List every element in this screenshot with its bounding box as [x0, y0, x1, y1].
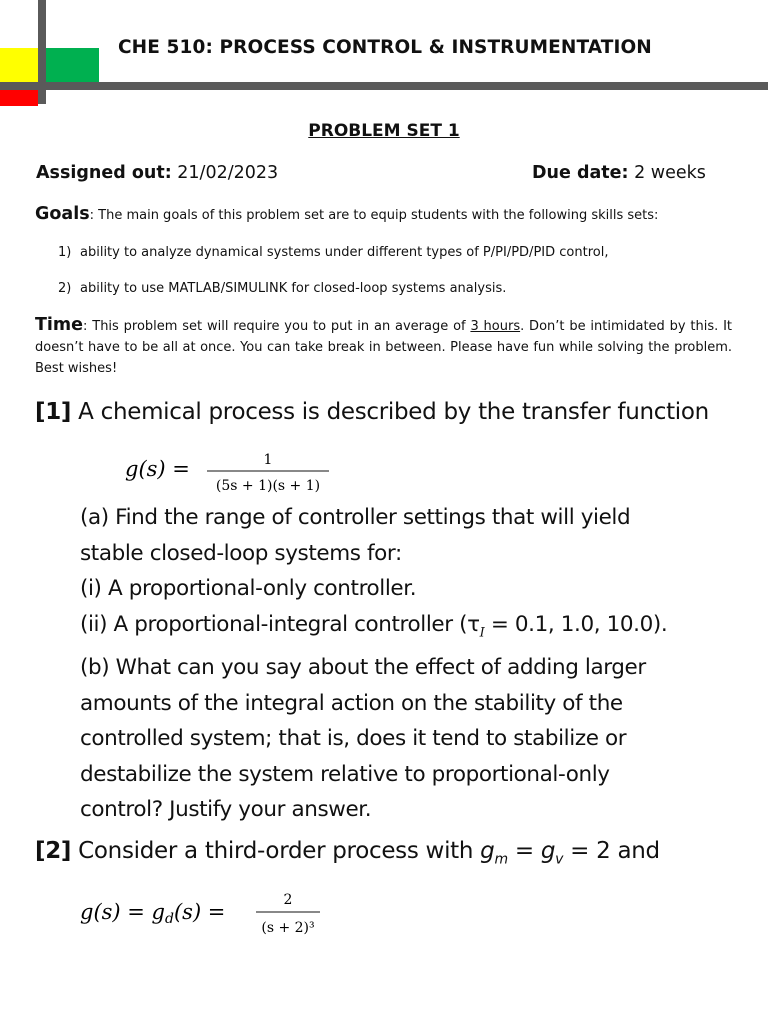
- question-1-line: controlled system; that is, does it tend to stabilize or: [80, 726, 627, 752]
- goal-number: 2): [58, 281, 72, 296]
- question-1-line: control? Justify your answer.: [80, 797, 372, 823]
- green-square-decoration: [46, 48, 99, 82]
- assigned-value: 21/02/2023: [177, 163, 279, 183]
- time-label: Time: [35, 315, 84, 335]
- eq2-numerator: 2: [283, 892, 293, 908]
- question-1-line: amounts of the integral action on the stability of the: [80, 690, 623, 716]
- eq2-lhs: [80, 900, 225, 927]
- question-2-intro-text: Consider a third-order process with: [71, 838, 481, 864]
- eq2-lhs-subscript: d: [165, 911, 174, 927]
- eq1-lhs: g(s) =: [125, 457, 190, 481]
- equals-sign: =: [507, 838, 541, 864]
- gv-symbol: g: [540, 838, 556, 864]
- question-1-body: [80, 500, 750, 828]
- question-1-line-text: (ii) A proportional-integral controller (τ: [80, 611, 480, 637]
- transfer-function-equation-2: [80, 886, 340, 942]
- due-value: 2 weeks: [634, 163, 706, 183]
- goals-label: Goals: [35, 204, 90, 224]
- goal-number: 1): [58, 245, 72, 260]
- course-title: CHE 510: PROCESS CONTROL & INSTRUMENTATION: [118, 37, 652, 58]
- gm-symbol: g: [480, 838, 495, 864]
- question-1-intro-text: A chemical process is described by the transfer function: [71, 399, 709, 425]
- transfer-function-equation-1: [125, 446, 345, 496]
- eq2-lhs-end: (s) =: [173, 900, 226, 924]
- question-1-line: stable closed-loop systems for:: [80, 540, 402, 566]
- red-square-decoration: [0, 90, 38, 106]
- goal-item: [58, 281, 506, 296]
- time-hours: 3 hours: [470, 319, 521, 334]
- eq2-lhs-start: g(s) = g: [80, 900, 165, 924]
- question-1-line: (a) Find the range of controller settings that will yield: [80, 505, 631, 530]
- question-1-intro: [35, 399, 709, 425]
- assigned-date: [36, 163, 278, 183]
- goal-text: ability to analyze dynamical systems under different types of P/PI/PD/PID control,: [80, 245, 609, 260]
- time-text-after: . Don’t be intimidated by this. It doesn’t have to be all at once. You can take break in between. Please have fun while solving the problem. Best wishes!: [35, 319, 733, 376]
- goal-text: ability to use MATLAB/SIMULINK for closed-loop systems analysis.: [80, 281, 507, 296]
- gm-subscript: m: [494, 851, 508, 868]
- time-paragraph: [35, 315, 732, 379]
- problem-set-title: PROBLEM SET 1: [308, 121, 460, 141]
- question-1-line: (b) What can you say about the effect of adding larger: [80, 655, 646, 681]
- horizontal-rule: [0, 82, 768, 90]
- eq1-denominator: (5s + 1)(s + 1): [215, 478, 321, 494]
- question-1-line: [80, 607, 750, 651]
- goal-item: [58, 245, 608, 260]
- goals-text: : The main goals of this problem set are to equip students with the following skills sets:: [89, 208, 659, 223]
- time-text-before: : This problem set will require you to put in an average of: [83, 319, 471, 334]
- due-date: [532, 163, 706, 183]
- tau-values: = 0.1, 1.0, 10.0).: [484, 611, 668, 637]
- question-2-intro: [35, 838, 660, 868]
- question-1-number: [1]: [35, 399, 72, 425]
- assigned-label: Assigned out:: [36, 163, 172, 183]
- tau-subscript: I: [479, 624, 485, 640]
- due-label: Due date:: [532, 163, 629, 183]
- question-1-line: (i) A proportional-only controller.: [80, 576, 417, 601]
- gv-subscript: v: [555, 851, 564, 868]
- question-1-line: destabilize the system relative to proportional-only: [80, 761, 610, 787]
- question-2-number: [2]: [35, 838, 72, 864]
- question-2-intro-end: = 2 and: [563, 838, 660, 864]
- eq1-numerator: 1: [263, 452, 273, 468]
- eq2-denominator: (s + 2)³: [261, 920, 315, 936]
- goals-paragraph: [35, 204, 735, 224]
